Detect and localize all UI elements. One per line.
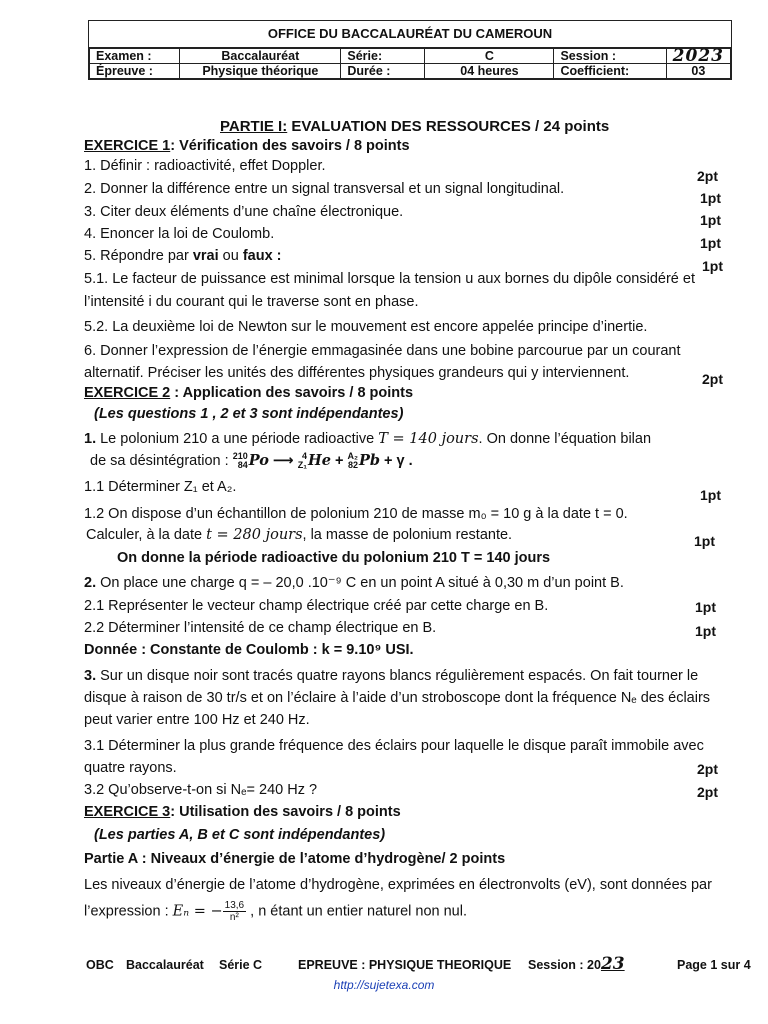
ex2-question-2-1: 2.1 Représenter le vecteur champ électrique créé par cette charge en B. — [84, 598, 549, 614]
part-a-text-2 — [84, 900, 467, 923]
fraction-denominator: n² — [229, 912, 239, 923]
gamma-term: + γ . — [380, 453, 413, 469]
he-mass-number: 4 — [301, 451, 307, 462]
q1-text: Le polonium 210 a une période radioactive — [96, 431, 379, 447]
q2-text: On place une charge q = – 20,0 .10⁻⁹ C en un point A situé à 0,30 m d’un point B. — [96, 575, 624, 591]
ex1-question-6-a: 6. Donner l’expression de l’énergie emmagasinée dans une bobine parcourue par un courant — [84, 343, 681, 359]
duree-value: 04 heures — [425, 64, 554, 79]
q12b-end: , la masse de polonium restante. — [302, 527, 513, 543]
ex2-question-3-2: 3.2 Qu’observe-t-on si Nₑ= 240 Hz ? — [84, 782, 318, 798]
ex1-question-1: 1. Définir : radioactivité, effet Doppler. — [84, 158, 326, 174]
ex1-question-5-2: 5.2. La deuxième loi de Newton sur le mouvement est encore appelée principe d’inertie. — [84, 319, 648, 335]
ex1-question-4: 4. Enoncer la loi de Coulomb. — [84, 226, 275, 242]
he-atomic-number: Z₁ — [297, 460, 307, 471]
points-q5: 1pt — [702, 258, 723, 274]
q5-prefix: 5. Répondre par — [84, 248, 193, 264]
exercise-3-note: (Les parties A, B et C sont indépendantes) — [94, 827, 386, 843]
points-q2: 1pt — [700, 190, 721, 206]
ex1-question-6-b: alternatif. Préciser les unités des différentes physiques grandeurs qui y interviennent. — [84, 365, 630, 381]
q12b-date: t = 280 jours — [206, 527, 303, 543]
pb-nucleon-numbers — [347, 452, 358, 470]
coefficient-label: Coefficient: — [554, 64, 666, 79]
ex2-question-3-a — [84, 667, 698, 685]
exercise-2-title: : Application des savoirs / 8 points — [170, 385, 414, 401]
q1-number: 1. — [84, 431, 97, 447]
points-q3: 1pt — [700, 212, 721, 228]
points-q4: 1pt — [700, 235, 721, 251]
session-value: 2023 — [666, 49, 730, 64]
ex2-question-1-equation — [90, 452, 413, 470]
ex2-question-3-1-a: 3.1 Déterminer la plus grande fréquence des éclairs pour laquelle le disque paraît immobile avec — [84, 738, 704, 754]
ex2-question-3-c: peut varier entre 100 Hz et 240 Hz. — [84, 712, 310, 728]
footer-session-label: Session : 20 — [528, 958, 601, 972]
he-nucleon-numbers — [298, 452, 307, 470]
q2-number: 2. — [84, 575, 97, 591]
exercise-3-label: EXERCICE 3 — [84, 804, 171, 820]
plus-sign: + — [330, 453, 348, 469]
exercise-2-heading — [84, 384, 413, 402]
ex1-question-5-1-b: l’intensité i du courant qui le traverse sont en phase. — [84, 294, 419, 310]
arrow: ⟶ — [268, 453, 298, 469]
points-ex2-q32: 2pt — [697, 784, 718, 800]
ex1-question-3: 3. Citer deux éléments d’une chaîne électronique. — [84, 204, 404, 220]
pb-symbol: Pb — [358, 452, 381, 469]
pa2-end: , n étant un entier naturel non nul. — [246, 903, 467, 920]
epreuve-label: Épreuve : — [90, 64, 180, 79]
ex2-question-1-1: 1.1 Déterminer Z₁ et A₂. — [84, 479, 237, 495]
ex2-question-1-2-a: 1.2 On dispose d’un échantillon de polonium 210 de masse m₀ = 10 g à la date t = 0. — [84, 506, 628, 522]
footer-session-year: 23 — [600, 954, 625, 974]
office-title: OFFICE DU BACCALAURÉAT DU CAMEROUN — [89, 21, 731, 48]
points-ex2-q12: 1pt — [694, 533, 715, 549]
source-url-link[interactable]: http://sujetexa.com — [333, 978, 435, 992]
po-mass-number: 210 — [232, 451, 248, 462]
ex2-question-1-2-b — [86, 526, 512, 544]
pa2-prefix: l’expression : — [84, 903, 173, 920]
q12b-prefix: Calculer, à la date — [86, 527, 207, 543]
ex2-question-1 — [84, 430, 651, 448]
duree-label: Durée : — [341, 64, 425, 79]
footer-baccalaureat: Baccalauréat — [126, 958, 204, 972]
exercise-2-note: (Les questions 1 , 2 et 3 sont indépendantes) — [94, 406, 404, 422]
exam-header — [88, 20, 732, 80]
ex2-question-3-b: disque à raison de 30 tr/s et on l’éclaire à l’aide d’un stroboscope dont la fréquence Nₑ des éclairs — [84, 690, 711, 706]
he-symbol: He — [308, 452, 331, 469]
energy-fraction — [223, 900, 246, 923]
ex2-question-2-2: 2.2 Déterminer l’intensité de ce champ électrique en B. — [84, 620, 437, 636]
ex2-period-note: On donne la période radioactive du polonium 210 T = 140 jours — [117, 550, 551, 566]
ex1-question-5-1-a: 5.1. Le facteur de puissance est minimal lorsque la tension u aux bornes du dipôle considéré et — [84, 271, 695, 287]
part-a-text-1: Les niveaux d’énergie de l’atome d’hydrogène, exprimées en électronvolts (eV), sont données par — [84, 877, 712, 893]
examen-value: Baccalauréat — [180, 49, 341, 64]
q1-end: . On donne l’équation bilan — [478, 431, 652, 447]
footer-serie: Série C — [219, 958, 263, 972]
energy-symbol: Eₙ = − — [172, 903, 223, 920]
footer-page-number: Page 1 sur 4 — [677, 958, 751, 972]
footer-epreuve: EPREUVE : PHYSIQUE THEORIQUE — [298, 958, 512, 972]
ex2-question-2 — [84, 574, 624, 592]
pb-mass-number: A₂ — [347, 451, 358, 462]
pb-atomic-number: 82 — [347, 460, 358, 471]
epreuve-value: Physique théorique — [180, 64, 341, 79]
part-a-heading: Partie A : Niveaux d’énergie de l’atome d’hydrogène/ 2 points — [84, 851, 506, 867]
q3-number: 3. — [84, 668, 97, 684]
q5-vrai: vrai — [192, 248, 219, 264]
serie-value: C — [425, 49, 554, 64]
ex1-question-5 — [84, 247, 282, 265]
po-atomic-number: 84 — [237, 460, 248, 471]
q5-faux: faux : — [242, 248, 282, 264]
po-nucleon-numbers — [233, 452, 248, 470]
exercise-2-label: EXERCICE 2 — [84, 385, 171, 401]
examen-label: Examen : — [90, 49, 180, 64]
q5-ou: ou — [218, 248, 243, 264]
points-ex2-q22: 1pt — [695, 623, 716, 639]
session-label: Session : — [554, 49, 666, 64]
exercise-1-label: EXERCICE 1 — [84, 138, 171, 154]
exercise-3-heading — [84, 803, 401, 821]
exercise-1-title: : Vérification des savoirs / 8 points — [170, 138, 410, 154]
points-q6: 2pt — [702, 371, 723, 387]
points-q1: 2pt — [697, 168, 718, 184]
exercise-1-heading — [84, 137, 410, 155]
footer-session — [528, 954, 625, 974]
ex1-question-2: 2. Donner la différence entre un signal transversal et un signal longitudinal. — [84, 181, 565, 197]
q3-text: Sur un disque noir sont tracés quatre rayons blancs régulièrement espacés. On fait tourner le — [96, 668, 699, 684]
points-ex2-q11: 1pt — [700, 487, 721, 503]
q1-period: T = 140 jours — [378, 431, 479, 447]
fraction-numerator: 13,6 — [224, 900, 245, 911]
exercise-3-title: : Utilisation des savoirs / 8 points — [170, 804, 401, 820]
points-ex2-q31: 2pt — [697, 761, 718, 777]
footer-obc: OBC — [86, 958, 114, 972]
equation-label: de sa désintégration : — [90, 453, 233, 469]
part-label: PARTIE I: — [220, 118, 288, 135]
ex2-question-3-1-b: quatre rayons. — [84, 760, 177, 776]
po-symbol: Po — [248, 452, 269, 469]
coefficient-value: 03 — [666, 64, 730, 79]
points-ex2-q21: 1pt — [695, 599, 716, 615]
ex2-coulomb-constant: Donnée : Constante de Coulomb : k = 9.10⁹ USI. — [84, 642, 414, 658]
part-title-text: EVALUATION DES RESSOURCES / 24 points — [287, 118, 610, 135]
serie-label: Série: — [341, 49, 425, 64]
part-title — [220, 118, 609, 136]
exam-info-table — [89, 48, 731, 79]
